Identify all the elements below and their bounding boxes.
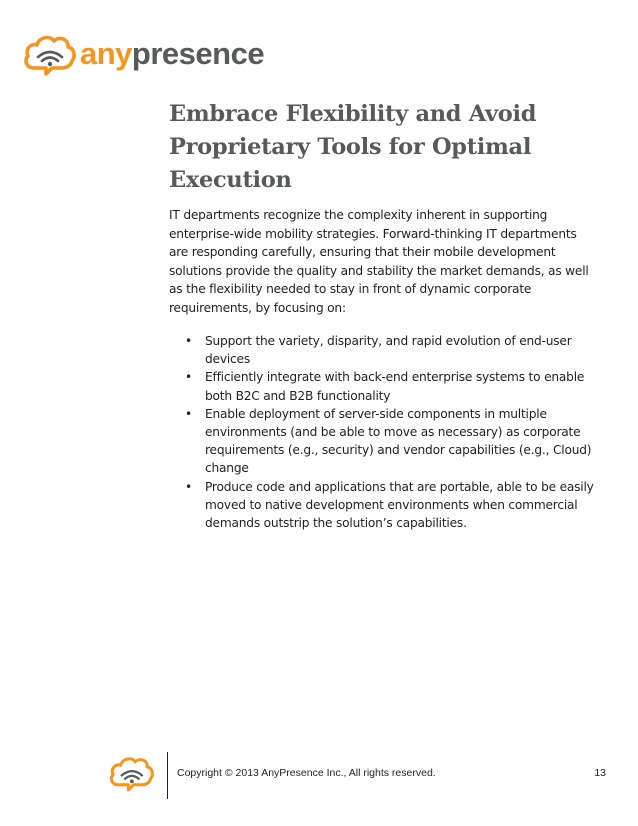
logo-wordmark: [80, 35, 265, 71]
logo-any-text: any: [80, 35, 132, 71]
brand-logo: [22, 30, 264, 76]
list-item-text: Support the variety, disparity, and rapid evolution of end-user devices: [205, 334, 572, 367]
bullet-marker: •: [185, 406, 192, 421]
list-item: [169, 368, 599, 404]
list-item-text: Enable deployment of server-side components in multiple environments (and be able to move as necessary) as corporate requirements (e.g., security) and vendor capabilities (e.g., Cloud) change: [205, 406, 592, 476]
list-item-text: Produce code and applications that are portable, able to be easily moved to native development environments when commercial demands outstrip the solution’s capabilities.: [205, 479, 594, 531]
footer-divider: [167, 752, 168, 799]
bullet-marker: •: [185, 334, 192, 348]
cloud-wifi-icon: [108, 752, 154, 792]
main-content: [169, 98, 599, 532]
footer-logo: [108, 752, 154, 796]
page-title: Embrace Flexibility and Avoid Proprietary Tools for Optimal Execution: [169, 101, 537, 193]
intro-paragraph: IT departments recognize the complexity inherent in supporting enterprise-wide mobility strategies. Forward-thinking IT departments are responding carefully, ensuring that their mobile development solutions provide the quality and stability the market demands, as well as the flexibility needed to stay in front of dynamic corporate requirements, by focusing on:: [169, 208, 589, 315]
bullet-marker: •: [185, 370, 192, 385]
page-number: 13: [594, 767, 606, 779]
copyright-text: Copyright © 2013 AnyPresence Inc., All rights reserved.: [177, 767, 436, 779]
list-item-text: Efficiently integrate with back-end enterprise systems to enable both B2C and B2B functionality: [205, 370, 585, 403]
logo-presence-text: presence: [131, 35, 265, 71]
bullet-marker: •: [185, 479, 192, 494]
list-item: [169, 478, 599, 533]
requirements-list: [169, 332, 599, 532]
cloud-wifi-icon: [22, 30, 76, 76]
list-item: [169, 332, 599, 368]
list-item: [169, 405, 599, 478]
